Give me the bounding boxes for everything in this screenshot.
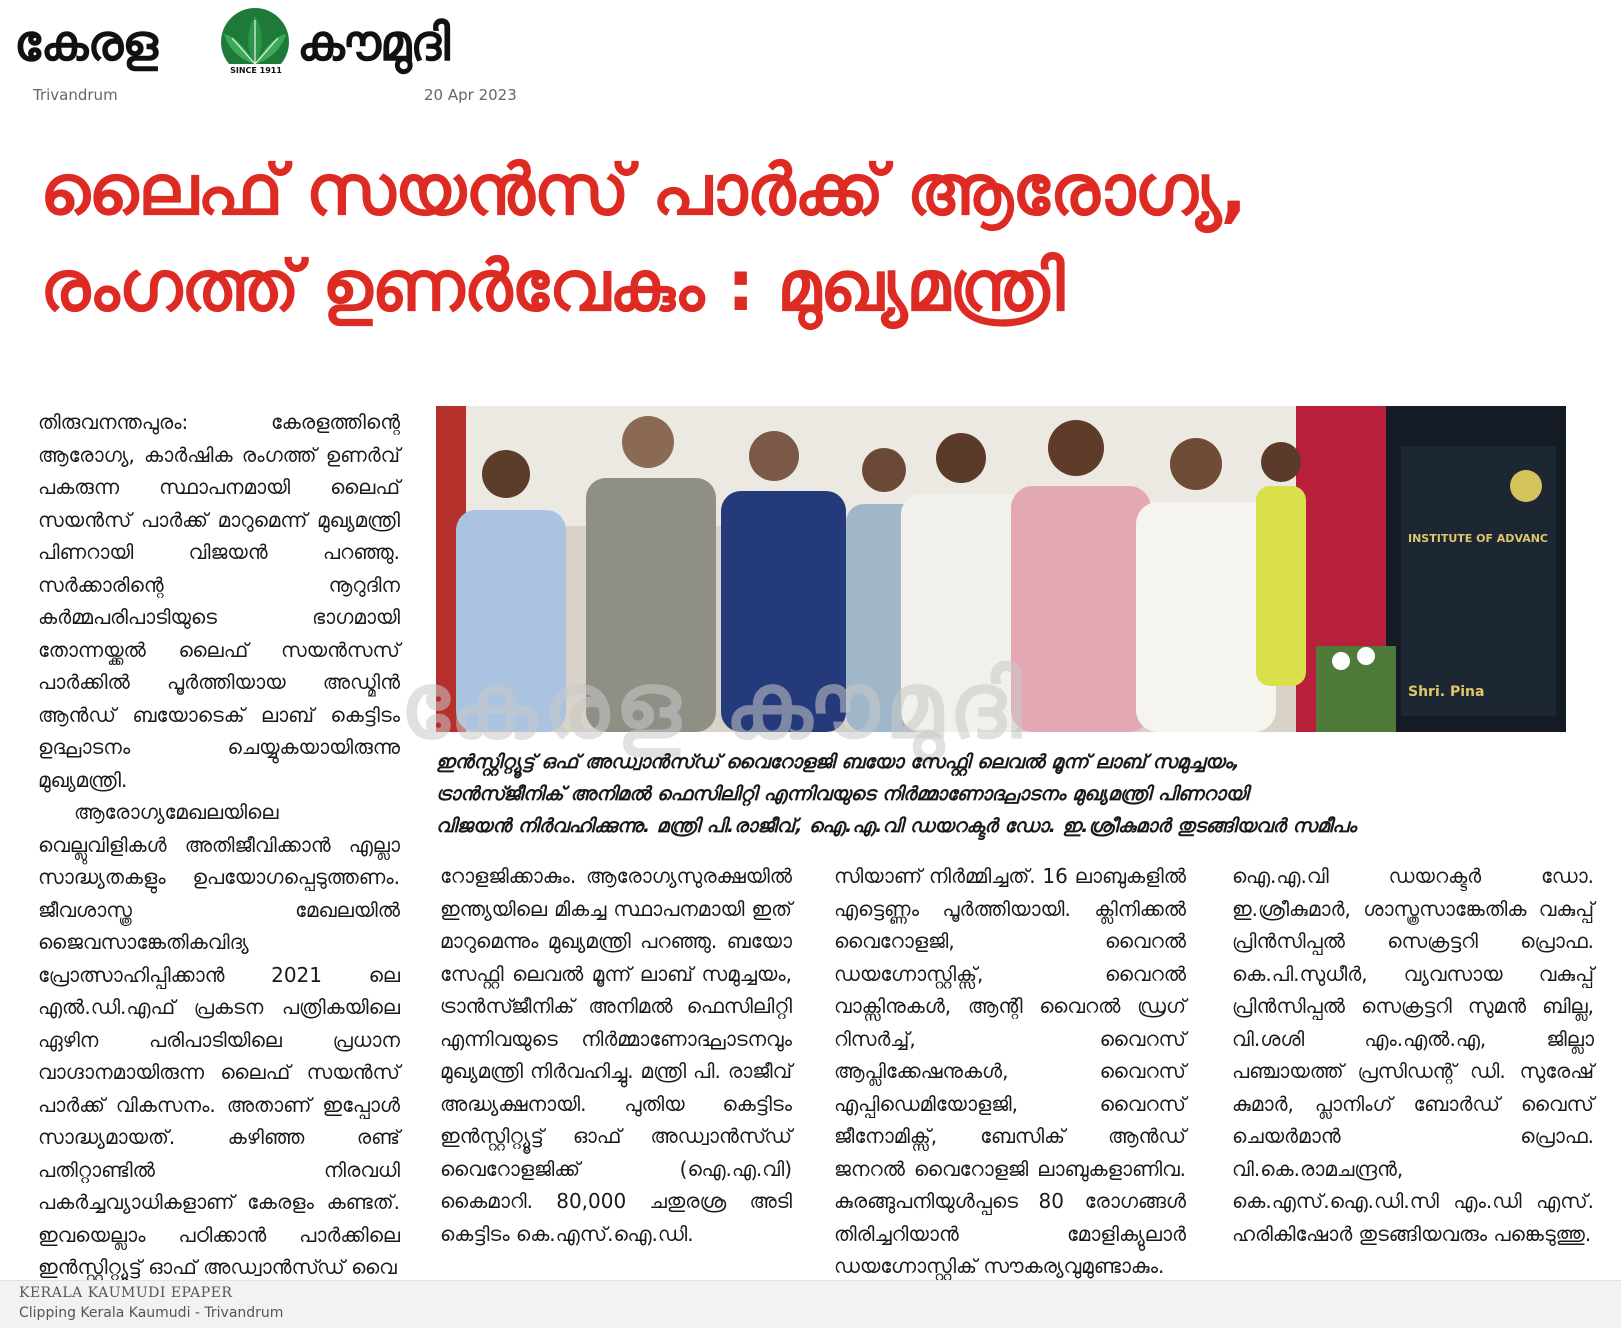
article-paragraph: ആരോഗ്യമേഖലയിലെ വെല്ലുവിളികൾ അതിജീവിക്കാൻ എല്ലാ സാദ്ധ്യതകളും ഉപയോഗപ്പെടുത്തണം. ജീവശാസ്ത്ര മേഖലയിൽ ജൈവസാങ്കേതികവിദ്യ പ്രോത്സാഹിപ്പിക്കാൻ 2021 ലെ എൽ.ഡി.എഫ് പ്രകടന പത്രികയിലെ ഏഴിന പരിപാടിയിലെ പ്രധാന വാഗ്ദാനമായിരുന്ന ലൈഫ് സയൻസ് പാർക്ക് വികസനം. അതാണ് ഇപ്പോൾ സാദ്ധ്യമായത്. കഴിഞ്ഞ രണ്ട് പതിറ്റാണ്ടിൽ നിരവധി പകർച്ചവ്യാധികളാണ് കേരളം കണ്ടത്. ഇവയെല്ലാം പഠിക്കാൻ പാർക്കിലെ ഇൻസ്റ്റിറ്റ്യൂട്ട് ഓഫ് അഡ്വാൻസ്ഡ് വൈ [38, 800, 400, 1279]
article-paragraph: തിരുവനന്തപുരം: കേരളത്തിന്റെ ആരോഗ്യ, കാർഷിക രംഗത്ത് ഉണർവ് പകരുന്ന സ്ഥാപനമായി ലൈഫ് സയൻസ് പാർക്ക് മാറുമെന്ന് മുഖ്യമന്ത്രി പിണറായി വിജയൻ പറഞ്ഞു. സർക്കാരിന്റെ നൂറുദിന കർമ്മപരിപാടിയുടെ ഭാഗമായി തോന്നയ്ക്കൽ ലൈഫ് സയൻസസ് പാർക്കിൽ പൂർത്തിയായ അഡ്മിൻ ആൻഡ് ബയോടെക് ലാബ് കെട്ടിടം ഉദ്ഘാടനം ചെയ്യുകയായിരുന്നു മുഖ്യമന്ത്രി. [38, 410, 400, 792]
article-column-3 [834, 860, 1186, 1283]
article-headline [40, 142, 1600, 334]
epaper-footer [0, 1280, 1621, 1328]
caption-line-3: വിജയൻ നിർവഹിക്കുന്നു. മന്ത്രി പി.രാജീവ്, ഐ.എ.വി ഡയറക്ടർ ഡോ. ഇ.ശ്രീകുമാർ തുടങ്ങിയവർ സമീപം [436, 815, 1357, 837]
brand-name-right: കൗമുദി [297, 14, 450, 72]
watermark: കേരള കൗമുദി [400, 652, 1028, 759]
headline-line-2: രംഗത്ത് ഉണർവേകും : മുഖ്യമന്ത്രി [40, 245, 1064, 327]
article-column-4 [1232, 860, 1594, 1250]
news-photo [436, 406, 1566, 732]
edition-date: 20 Apr 2023 [424, 86, 517, 104]
article-column-2 [440, 860, 792, 1250]
caption-line-2: ട്രാൻസ്ജീനിക് അനിമൽ ഫെസിലിറ്റി എന്നിവയുടെ നിർമ്മാണോദ്ഘാടനം മുഖ്യമന്ത്രി പിണറായി [436, 783, 1249, 805]
caption-line-1: ഇൻസ്റ്റിറ്റ്യൂട്ട് ഒഫ് അഡ്വാൻസ്ഡ് വൈറോളജി ബയോ സേഫ്റ്റി ലെവൽ മൂന്ന് ലാബ് സമുച്ചയം, [436, 751, 1240, 773]
edition-label: Trivandrum [33, 86, 118, 104]
article-paragraph: റോളജിക്കാകും. ആരോഗ്യസുരക്ഷയിൽ ഇന്ത്യയിലെ മികച്ച സ്ഥാപനമായി ഇത് മാറുമെന്നും മുഖ്യമന്ത്രി പറഞ്ഞു. ബയോ സേഫ്റ്റി ലെവൽ മൂന്ന് ലാബ് സമുച്ചയം, ട്രാൻസ്ജീനിക് അനിമൽ ഫെസിലിറ്റി എന്നിവയുടെ നിർമ്മാണോദ്ഘാടനവും മുഖ്യമന്ത്രി നിർവഹിച്ചു. മന്ത്രി പി. രാജീവ് അദ്ധ്യക്ഷനായി. പുതിയ കെട്ടിടം ഇൻസ്റ്റിറ്റ്യൂട്ട് ഓഫ് അഡ്വാൻസ്ഡ് വൈറോളജിക്ക് (ഐ.എ.വി) കൈമാറി. 80,000 ചതുരശ്ര അടി കെട്ടിടം കെ.എസ്.ഐ.ഡി. [440, 864, 792, 1246]
news-photo-illustration [436, 406, 1566, 732]
plaque-title: INSTITUTE OF ADVANC [1408, 532, 1548, 545]
masthead [14, 6, 534, 106]
brand-name-left: കേരള [14, 14, 157, 72]
article-paragraph: സിയാണ് നിർമ്മിച്ചത്. 16 ലാബുകളിൽ എട്ടെണ്ണം പൂർത്തിയായി. ക്ലിനിക്കൽ വൈറോളജി, വൈറൽ ഡയഗ്നോസ്റ്റിക്സ്, വൈറൽ വാക്സിനുകൾ, ആന്റി വൈറൽ ഡ്രഗ് റിസർച്ച്, വൈറസ് ആപ്ലിക്കേഷനുകൾ, വൈറസ് എപ്പിഡെമിയോളജി, വൈറസ് ജീനോമിക്സ്, ബേസിക് ആൻഡ് ജനറൽ വൈറോളജി ലാബുകളാണിവ. കുരങ്ങുപനിയുൾപ്പടെ 80 രോഗങ്ങൾ തിരിച്ചറിയാൻ മോളിക്യുലാർ ഡയഗ്നോസ്റ്റിക് സൗകര്യവുമുണ്ടാകും. [834, 864, 1186, 1278]
footer-clipping-label: Clipping Kerala Kaumudi - Trivandrum [19, 1305, 284, 1321]
headline-line-1: ലൈഫ് സയൻസ് പാർക്ക് ആരോഗ്യ, [40, 149, 1246, 231]
article-paragraph: ഐ.എ.വി ഡയറക്ടർ ഡോ. ഇ.ശ്രീകുമാർ, ശാസ്ത്രസാങ്കേതിക വകുപ്പ് പ്രിൻസിപ്പൽ സെക്രട്ടറി പ്രൊഫ. കെ.പി.സുധീർ, വ്യവസായ വകുപ്പ് പ്രിൻസിപ്പൽ സെക്രട്ടറി സുമൻ ബില്ല, വി.ശശി എം.എൽ.എ, ജില്ലാ പഞ്ചായത്ത് പ്രസിഡന്റ് ഡി. സുരേഷ് കുമാർ, പ്ലാനിംഗ് ബോർഡ് വൈസ് ചെയർമാൻ പ്രൊഫ. വി.കെ.രാമചന്ദ്രൻ, കെ.എസ്.ഐ.ഡി.സി എം.ഡി എസ്. ഹരികിഷോർ തുടങ്ങിയവരും പങ്കെടുത്തു. [1232, 864, 1594, 1246]
plaque-name: Shri. Pina [1408, 684, 1485, 700]
photo-caption [436, 746, 1576, 842]
article-column-1 [38, 406, 400, 1284]
footer-brand: KERALA KAUMUDI EPAPER [19, 1285, 233, 1301]
since-label: SINCE 1911 [230, 66, 282, 75]
